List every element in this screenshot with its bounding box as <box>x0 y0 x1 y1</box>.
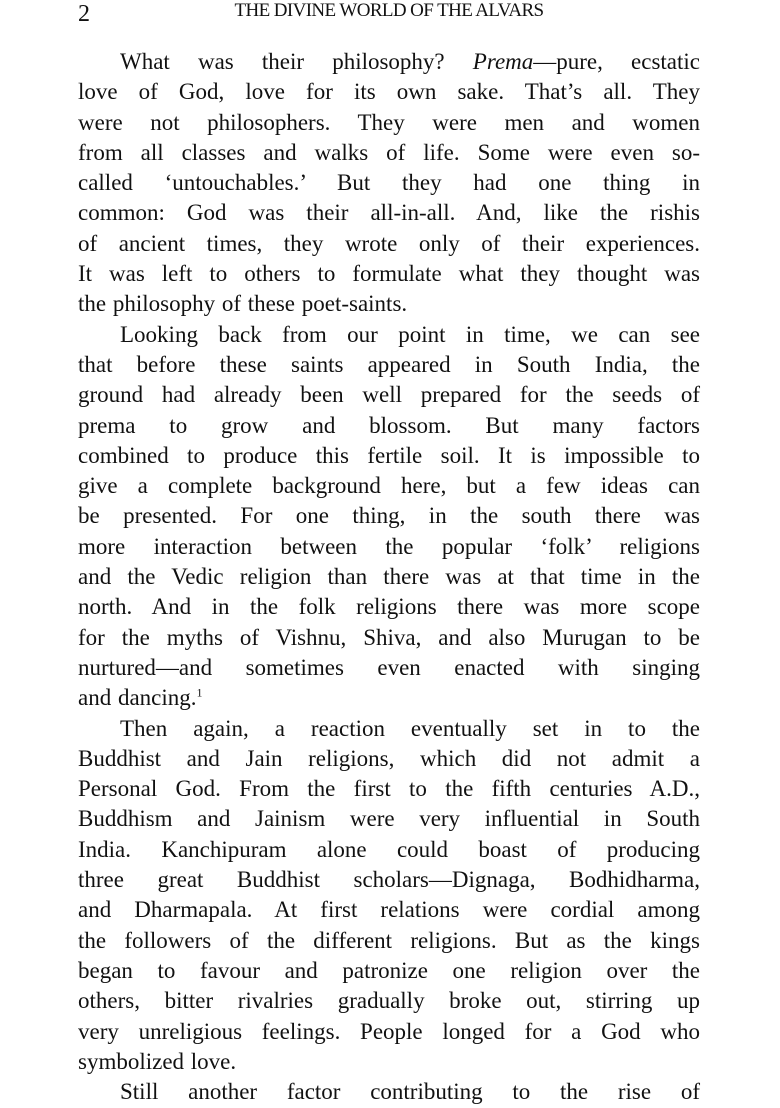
text-line: common: God was their all-in-all. And, like the rishis <box>78 200 700 226</box>
text-line: nurtured—and sometimes even enacted with singing <box>78 654 700 680</box>
text-line: more interaction between the popular ‘folk’ religions <box>78 533 700 559</box>
text-line: Buddhism and Jainism were very influential in South <box>78 806 700 832</box>
page-number: 2 <box>78 1 90 27</box>
text-line: for the myths of Vishnu, Shiva, and also Murugan to be <box>78 624 700 650</box>
text-line: the philosophy of these poet-saints. <box>78 291 408 317</box>
running-title: THE DIVINE WORLD OF THE ALVARS <box>234 0 544 21</box>
paragraph <box>78 1077 700 1107</box>
text-line: symbolized love. <box>78 1048 237 1074</box>
text-line: three great Buddhist scholars—Dignaga, Bodhidharma, <box>78 867 700 893</box>
footnote-marker: 1 <box>196 685 203 700</box>
text-line: give a complete background here, but a few ideas can <box>78 473 700 499</box>
text-line: and the Vedic religion than there was at that time in the <box>78 564 700 590</box>
text-line <box>78 47 700 77</box>
text-line: from all classes and walks of life. Some were even so- <box>78 139 700 165</box>
text-line: Looking back from our point in time, we can see <box>120 321 700 347</box>
text-line: north. And in the folk religions there was more scope <box>78 594 700 620</box>
text-line: prema to grow and blossom. But many factors <box>78 412 700 438</box>
text-line: be presented. For one thing, in the south there was <box>78 503 700 529</box>
italic-term: Prema <box>472 49 534 74</box>
text-line: Then again, a reaction eventually set in to the <box>120 715 700 741</box>
text-line: very unreligious feelings. People longed for a God who <box>78 1018 700 1044</box>
text-segment: What was their philosophy? <box>120 49 473 74</box>
running-header <box>78 0 700 28</box>
text-line: India. Kanchipuram alone could boast of producing <box>78 836 700 862</box>
text-line: others, bitter rivalries gradually broke out, stirring up <box>78 988 700 1014</box>
text-line <box>78 683 700 713</box>
text-line: began to favour and patronize one religion over the <box>78 957 700 983</box>
text-line: love of God, love for its own sake. That’s all. They <box>78 79 700 105</box>
text-line: It was left to others to formulate what they thought was <box>78 261 700 287</box>
text-line: combined to produce this fertile soil. It is impossible to <box>78 442 700 468</box>
text-line: the followers of the different religions. But as the kings <box>78 927 700 953</box>
text-line: Personal God. From the first to the fifth centuries A.D., <box>78 776 700 802</box>
page-body-text <box>78 47 700 1107</box>
text-line: and Dharmapala. At first relations were cordial among <box>78 897 700 923</box>
paragraph <box>78 714 700 1078</box>
text-line: of ancient times, they wrote only of their experiences. <box>78 230 700 256</box>
text-line: ground had already been well prepared for the seeds of <box>78 382 700 408</box>
paragraph <box>78 320 700 714</box>
text-line: Buddhist and Jain religions, which did not admit a <box>78 745 700 771</box>
text-line: that before these saints appeared in South India, the <box>78 351 700 377</box>
text-segment: —pure, ecstatic <box>533 49 700 74</box>
text-segment: and dancing. <box>78 685 197 711</box>
text-line: Still another factor contributing to the rise of <box>120 1079 700 1105</box>
paragraph <box>78 47 700 320</box>
text-line: were not philosophers. They were men and women <box>78 109 700 135</box>
text-line: called ‘untouchables.’ But they had one thing in <box>78 170 700 196</box>
